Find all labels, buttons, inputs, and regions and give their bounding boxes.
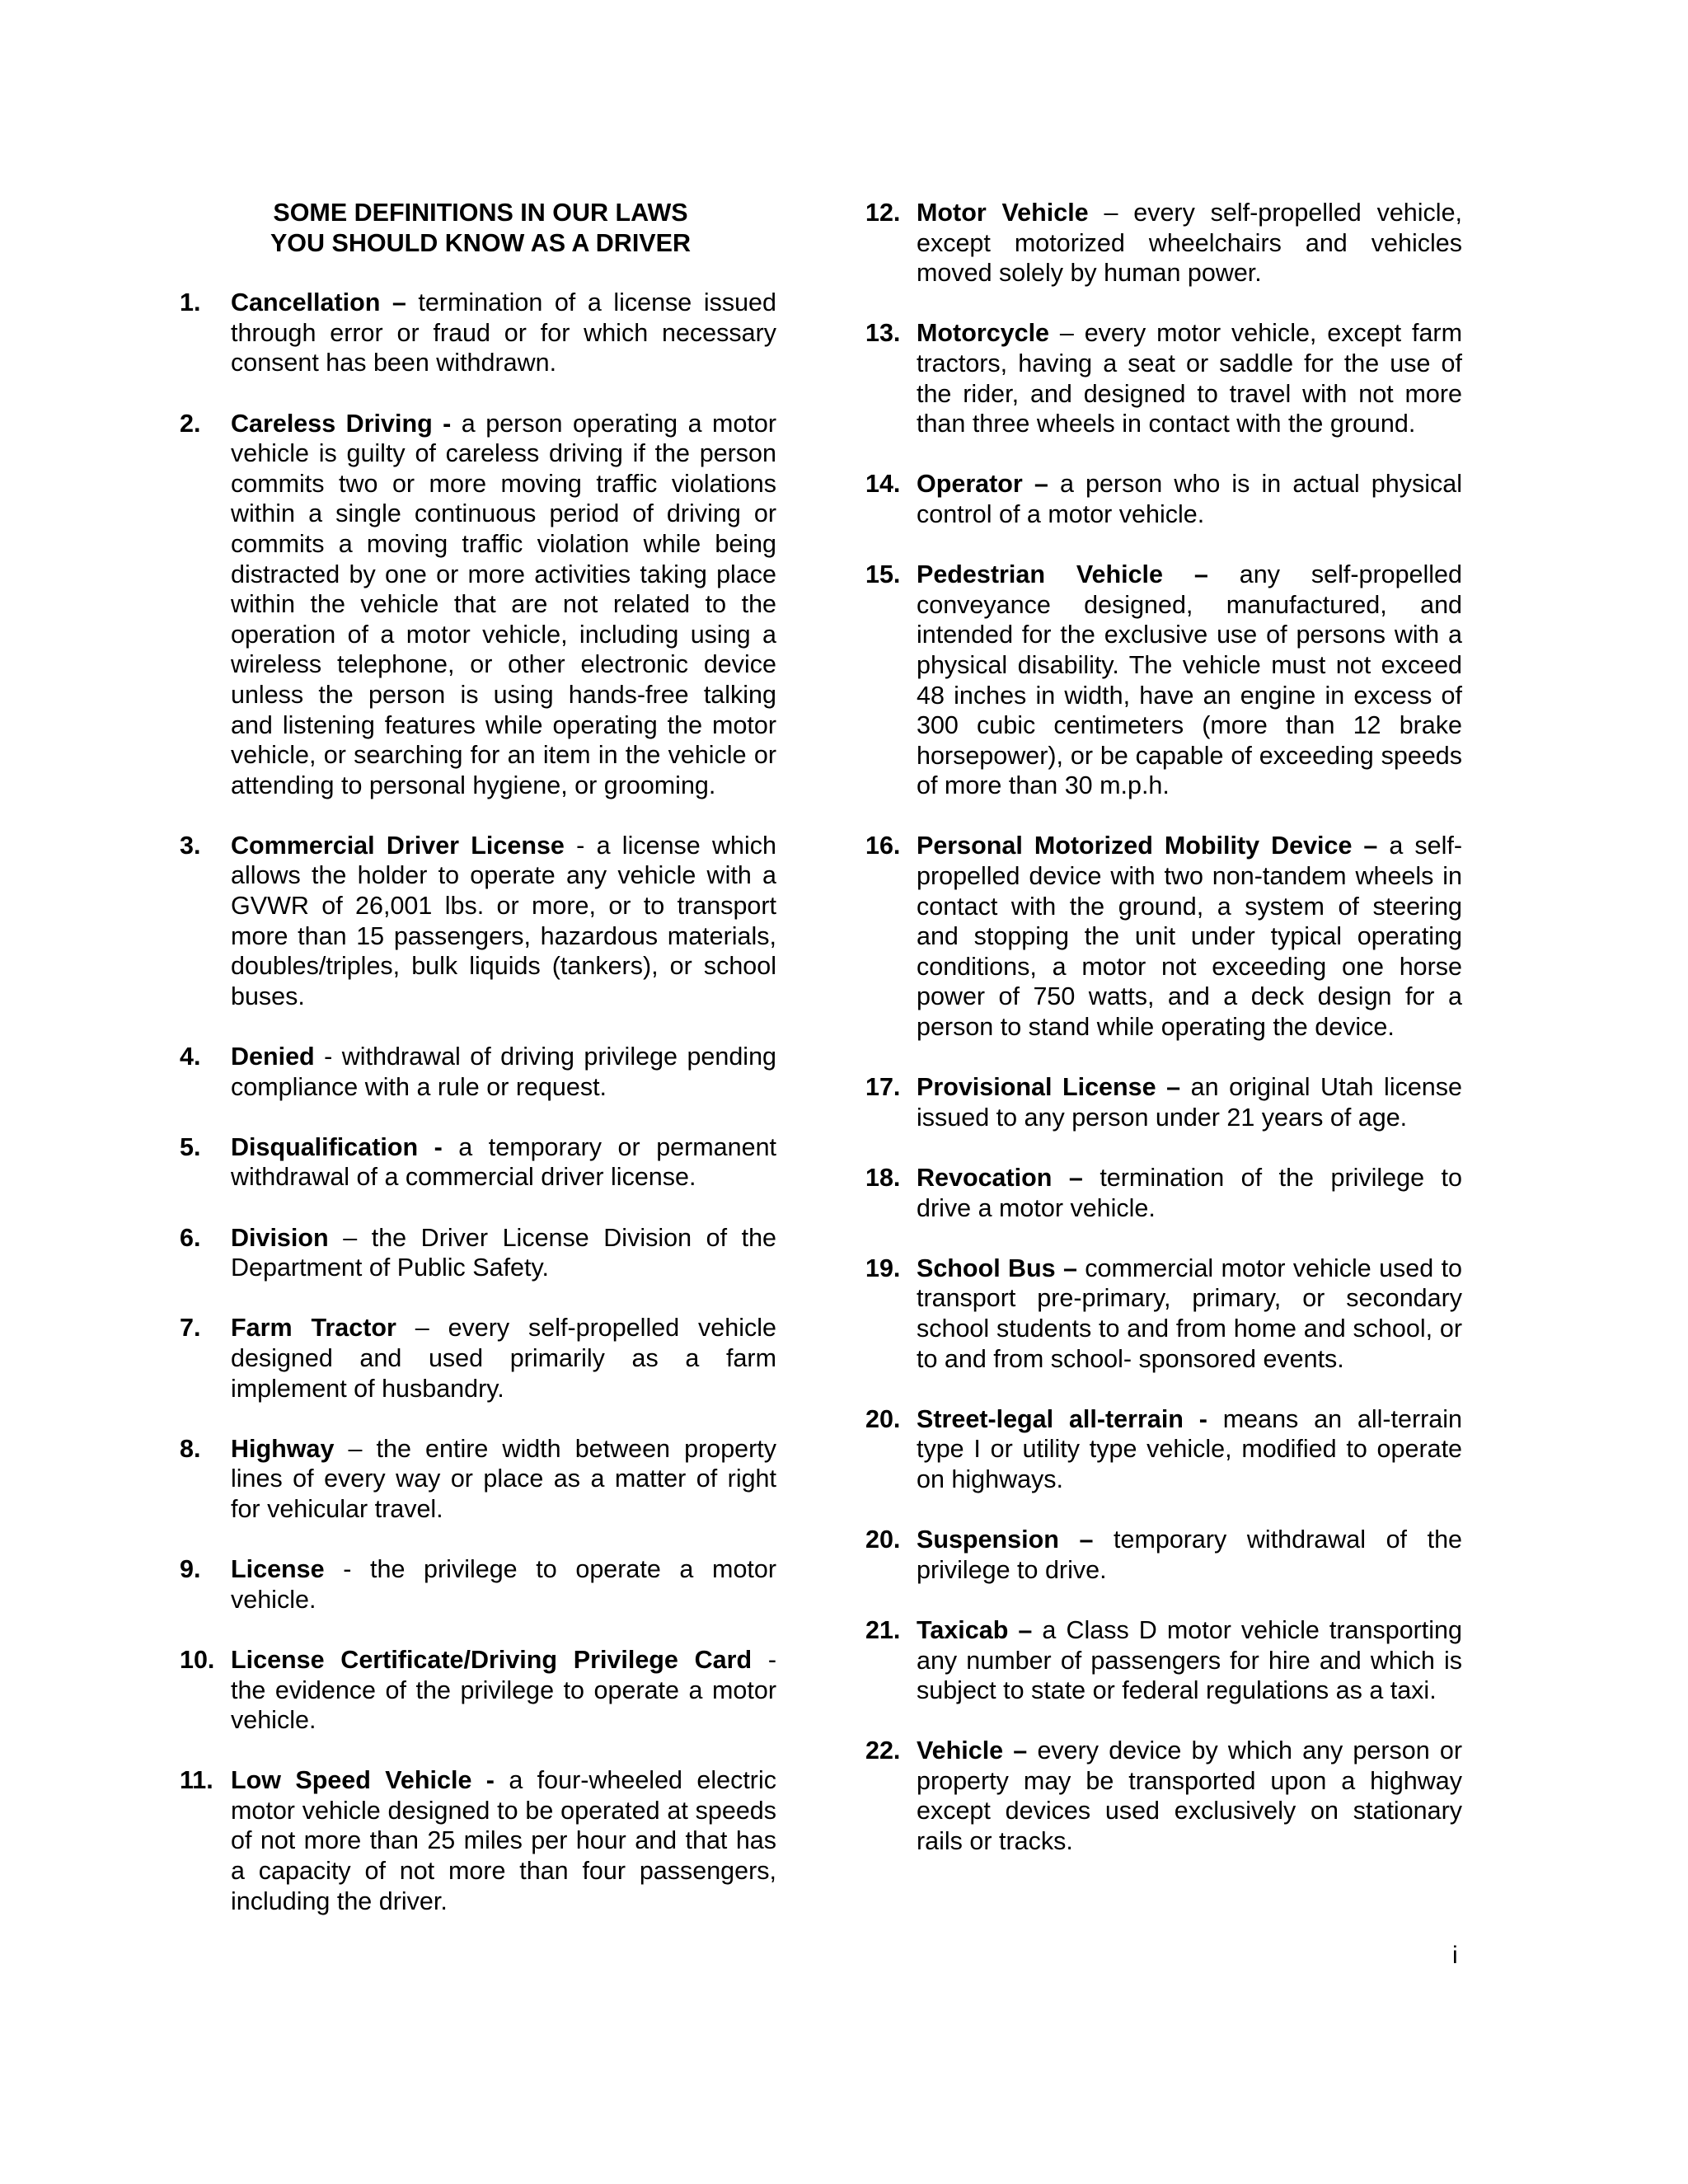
definition-term: Disqualification - (231, 1132, 443, 1161)
definition-text: – every motor vehicle, except farm tractors, having a seat or saddle for the use of the rider, and designed to travel with not more than three wheels in contact with the ground. (917, 319, 1462, 438)
definition-term: Operator – (917, 470, 1048, 499)
definition-list-right (865, 198, 1462, 1857)
definition-text: means an all-terrain type I or utility type vehicle, modified to operate on highways. (917, 1404, 1462, 1493)
definition-term: School Bus – (917, 1254, 1077, 1282)
definition-body (917, 1736, 1462, 1856)
definition-text: – every self-propelled vehicle, except motorized wheelchairs and vehicles moved solely by human power. (917, 199, 1463, 288)
definition-term: Revocation – (917, 1164, 1083, 1192)
definition-body (917, 1615, 1462, 1706)
definition-body (231, 831, 776, 1012)
definition-number: 19. (865, 1254, 901, 1282)
definition-text: – the Driver License Division of the Department of Public Safety. (231, 1223, 776, 1282)
page-title-line-2: YOU SHOULD KNOW AS A DRIVER (270, 228, 692, 257)
definition-body (917, 198, 1462, 288)
definition-text: a person who is in actual physical control of a motor vehicle. (917, 470, 1462, 528)
definition-body (917, 560, 1462, 801)
definition-term: License (231, 1555, 325, 1584)
page-title (180, 198, 776, 258)
definition-term: Provisional License – (917, 1073, 1181, 1102)
definition-term: Motor Vehicle (917, 199, 1089, 227)
definition-body (231, 1645, 776, 1736)
definition-number: 10. (180, 1645, 215, 1674)
definition-text: commercial motor vehicle used to transport pre-primary, primary, or secondary school students to and from home and school, or to and from school- sponsored events. (917, 1254, 1463, 1373)
definition-number: 20. (865, 1404, 901, 1433)
definition-number: 16. (865, 832, 901, 860)
definition-text: – the entire width between property lines of every way or place as a matter of right for vehicular travel. (231, 1434, 776, 1523)
definition-text: a four-wheeled electric motor vehicle designed to be operated at speeds of not more than 25 miles per hour and that has a capacity of not more than four passengers, including the driver. (231, 1766, 776, 1915)
definition-number: 8. (180, 1434, 201, 1463)
definition-body (917, 1254, 1462, 1374)
definition-item (865, 560, 1462, 801)
definition-term: Pedestrian Vehicle – (917, 560, 1208, 589)
definition-body (231, 1132, 776, 1193)
definition-body (231, 1223, 776, 1283)
definition-item (180, 1313, 776, 1404)
definition-text: - the evidence of the privilege to operate a motor vehicle. (231, 1645, 776, 1735)
definition-item (865, 831, 1462, 1042)
definition-body (917, 469, 1462, 529)
definition-item (180, 1554, 776, 1615)
definition-body (231, 1313, 776, 1404)
page-title-line-1: SOME DEFINITIONS IN OUR LAWS (273, 199, 688, 227)
definition-term: Denied (231, 1043, 315, 1071)
page-number: i (1452, 1942, 1458, 1969)
definition-text: every device by which any person or property may be transported upon a highway except devices used exclusively on stationary rails or tracks. (917, 1736, 1462, 1856)
definition-term: Suspension – (917, 1526, 1094, 1554)
definition-list-left (180, 288, 776, 1916)
definition-item (180, 288, 776, 378)
definition-item (180, 1765, 776, 1916)
definition-number: 15. (865, 560, 901, 589)
definition-body (231, 1554, 776, 1615)
definition-term: Street-legal all-terrain - (917, 1404, 1207, 1433)
definition-item (865, 1254, 1462, 1374)
definition-text: a person operating a motor vehicle is guilty of careless driving if the person commits two or more moving traffic violations within a single continuous period of driving or commits a moving traffic violation while being distracted by one or more activities taking place within the vehicle that are not related to the operation of a motor vehicle, including using a wireless telephone, or other electronic device unless the person is using hands-free talking and listening features while operating the motor vehicle, or searching for an item in the vehicle or attending to personal hygiene, or grooming. (231, 409, 776, 799)
definition-term: License Certificate/Driving Privilege Card (231, 1645, 753, 1674)
definition-term: Vehicle – (917, 1736, 1028, 1765)
definition-item (180, 1645, 776, 1736)
definition-item (180, 1434, 776, 1525)
definition-text: any self-propelled conveyance designed, manufactured, and intended for the exclusive use of persons with a physical disability. The vehicle must not exceed 48 inches in width, have an engine in excess of 300 cubic centimeters (more than 12 brake horsepower), or be capable of exceeding speeds of more than 30 m.p.h. (917, 560, 1462, 800)
definition-item (865, 469, 1462, 529)
definition-item (865, 198, 1462, 288)
definition-body (917, 1525, 1462, 1585)
definition-number: 11. (180, 1766, 213, 1795)
definition-text: temporary withdrawal of the privilege to drive. (917, 1526, 1462, 1584)
definition-number: 17. (865, 1073, 901, 1102)
definition-number: 12. (865, 199, 901, 227)
definition-term: Taxicab – (917, 1615, 1033, 1644)
definition-text: - withdrawal of driving privilege pending compliance with a rule or request. (231, 1043, 776, 1101)
definition-number: 1. (180, 288, 201, 317)
definition-number: 22. (865, 1736, 901, 1765)
definition-item (865, 1615, 1462, 1706)
definition-text: a self-propelled device with two non-tandem wheels in contact with the ground, a system of steering and stopping the unit under typical operating conditions, a motor not exceeding one horse power of 750 watts, and a deck design for a person to stand while operating the device. (917, 832, 1463, 1042)
definition-number: 3. (180, 831, 201, 860)
definition-term: Motorcycle (917, 319, 1050, 348)
left-column (180, 198, 776, 1947)
definition-term: Division (231, 1223, 329, 1252)
definition-item (180, 1132, 776, 1193)
definition-body (231, 1042, 776, 1102)
definition-text: an original Utah license issued to any person under 21 years of age. (917, 1073, 1462, 1132)
definition-number: 18. (865, 1164, 901, 1192)
definition-item (865, 1736, 1462, 1856)
definition-body (917, 831, 1462, 1042)
definition-item (180, 409, 776, 801)
definition-number: 5. (180, 1132, 201, 1161)
right-column (865, 198, 1462, 1886)
definition-term: Cancellation – (231, 288, 406, 317)
definition-item (865, 1072, 1462, 1132)
definition-number: 14. (865, 470, 901, 499)
definition-text: termination of the privilege to drive a motor vehicle. (917, 1164, 1462, 1222)
definition-text: - a license which allows the holder to operate any vehicle with a GVWR of 26,001 lbs. or more, or to transport more than 15 passengers, hazardous materials, doubles/triples, bulk liquids (tankers), or school buses. (231, 831, 776, 1010)
definition-term: Commercial Driver License (231, 831, 565, 860)
definition-body (231, 1765, 776, 1916)
definition-item (865, 1525, 1462, 1585)
definition-number: 7. (180, 1314, 201, 1343)
definition-body (917, 318, 1462, 438)
definition-body (917, 1072, 1462, 1132)
definition-text: termination of a license issued through error or fraud or for which necessary consent has been withdrawn. (231, 288, 776, 377)
definition-item (865, 1163, 1462, 1223)
definition-number: 2. (180, 409, 201, 438)
definition-term: Careless Driving - (231, 409, 452, 438)
definition-item (180, 1042, 776, 1102)
definition-body (917, 1404, 1462, 1495)
definition-item (180, 831, 776, 1012)
definition-body (231, 409, 776, 801)
definition-item (180, 1223, 776, 1283)
definition-number: 4. (180, 1043, 201, 1071)
definition-number: 9. (180, 1555, 201, 1584)
definition-number: 6. (180, 1223, 201, 1252)
definition-term: Highway (231, 1434, 335, 1463)
definition-text: a temporary or permanent withdrawal of a commercial driver license. (231, 1132, 777, 1192)
definition-text: - the privilege to operate a motor vehicle. (231, 1555, 776, 1614)
definition-number: 13. (865, 319, 901, 348)
definition-term: Personal Motorized Mobility Device – (917, 832, 1378, 860)
definition-body (231, 288, 776, 378)
definition-item (865, 1404, 1462, 1495)
definition-term: Farm Tractor (231, 1314, 396, 1343)
definition-body (231, 1434, 776, 1525)
definition-item (865, 318, 1462, 438)
definition-text: a Class D motor vehicle transporting any number of passengers for hire and which is subject to state or federal regulations as a taxi. (917, 1615, 1462, 1705)
definition-number: 21. (865, 1615, 901, 1644)
definition-term: Low Speed Vehicle - (231, 1766, 495, 1795)
definition-text: – every self-propelled vehicle designed and used primarily as a farm implement of husbandry. (231, 1314, 776, 1403)
definition-body (917, 1163, 1462, 1223)
definition-number: 20. (865, 1526, 901, 1554)
